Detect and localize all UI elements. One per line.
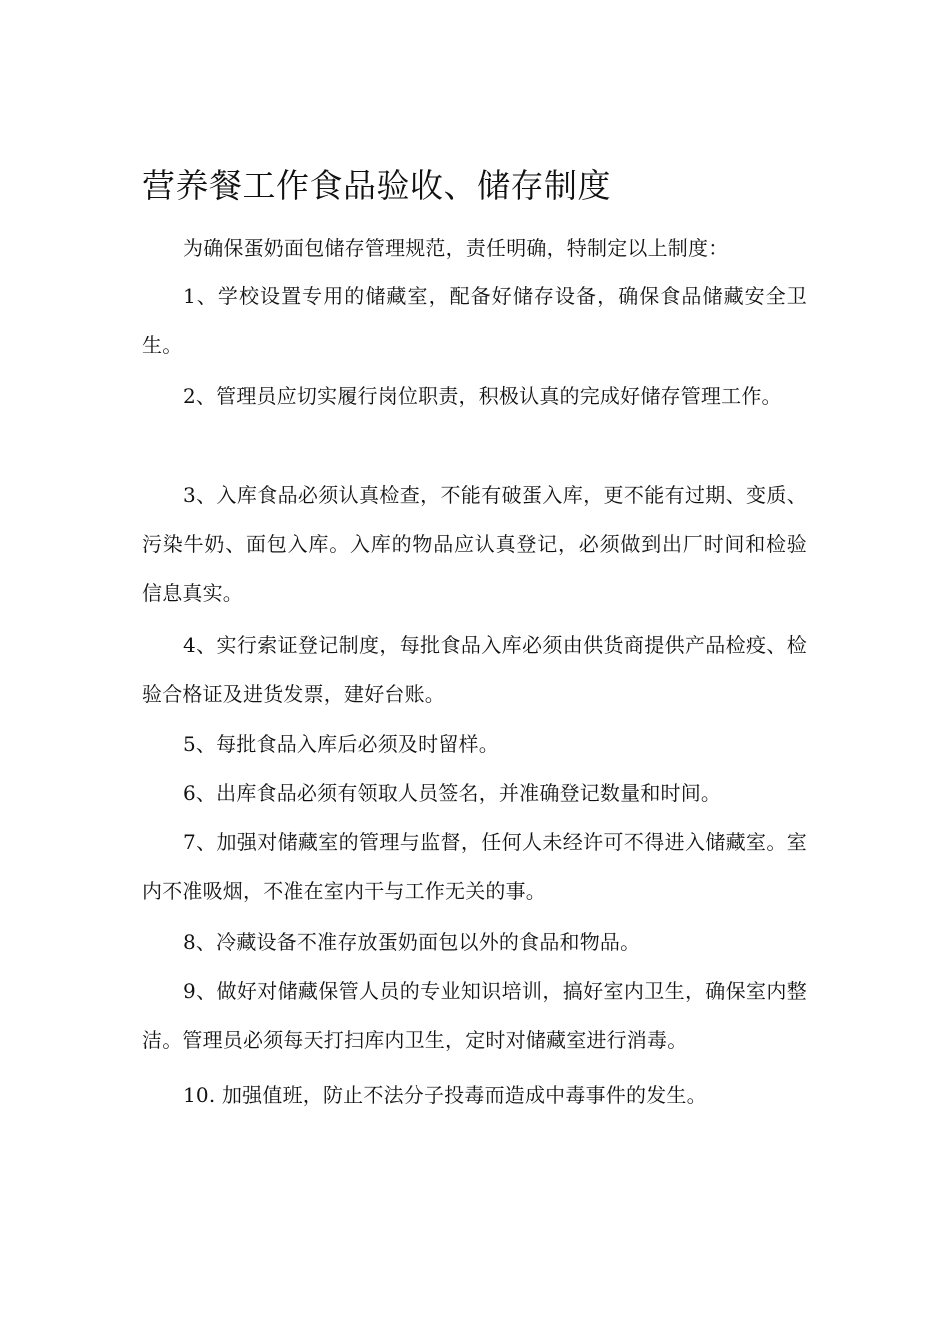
rule-item-3: 3、入库食品必须认真检查，不能有破蛋入库，更不能有过期、变质、污染牛奶、面包入库。入库的物品应认真登记，必须做到出厂时间和检验信息真实。 <box>142 483 807 605</box>
document-title: 营养餐工作食品验收、储存制度 <box>142 166 611 205</box>
rule-item-4: 4、实行索证登记制度，每批食品入库必须由供货商提供产品检疫、检验合格证及进货发票，建好台账。 <box>142 633 807 706</box>
intro-paragraph: 为确保蛋奶面包储存管理规范，责任明确，特制定以上制度： <box>183 236 729 260</box>
rule-item-1: 1、学校设置专用的储藏室，配备好储存设备，确保食品储藏安全卫生。 <box>142 284 807 357</box>
rule-item-5: 5、每批食品入库后必须及时留样。 <box>183 732 499 756</box>
rule-item-8: 8、冷藏设备不准存放蛋奶面包以外的食品和物品。 <box>183 930 641 954</box>
rule-item-9: 9、做好对储藏保管人员的专业知识培训，搞好室内卫生，确保室内整洁。管理员必须每天打扫库内卫生，定时对储藏室进行消毒。 <box>142 979 807 1052</box>
rule-item-2: 2、管理员应切实履行岗位职责，积极认真的完成好储存管理工作。 <box>183 384 782 408</box>
rule-item-10: 10. 加强值班，防止不法分子投毒而造成中毒事件的发生。 <box>183 1083 707 1107</box>
rule-item-7: 7、加强对储藏室的管理与监督，任何人未经许可不得进入储藏室。室内不准吸烟，不准在室内干与工作无关的事。 <box>142 830 807 903</box>
rule-item-6: 6、出库食品必须有领取人员签名，并准确登记数量和时间。 <box>183 781 722 805</box>
